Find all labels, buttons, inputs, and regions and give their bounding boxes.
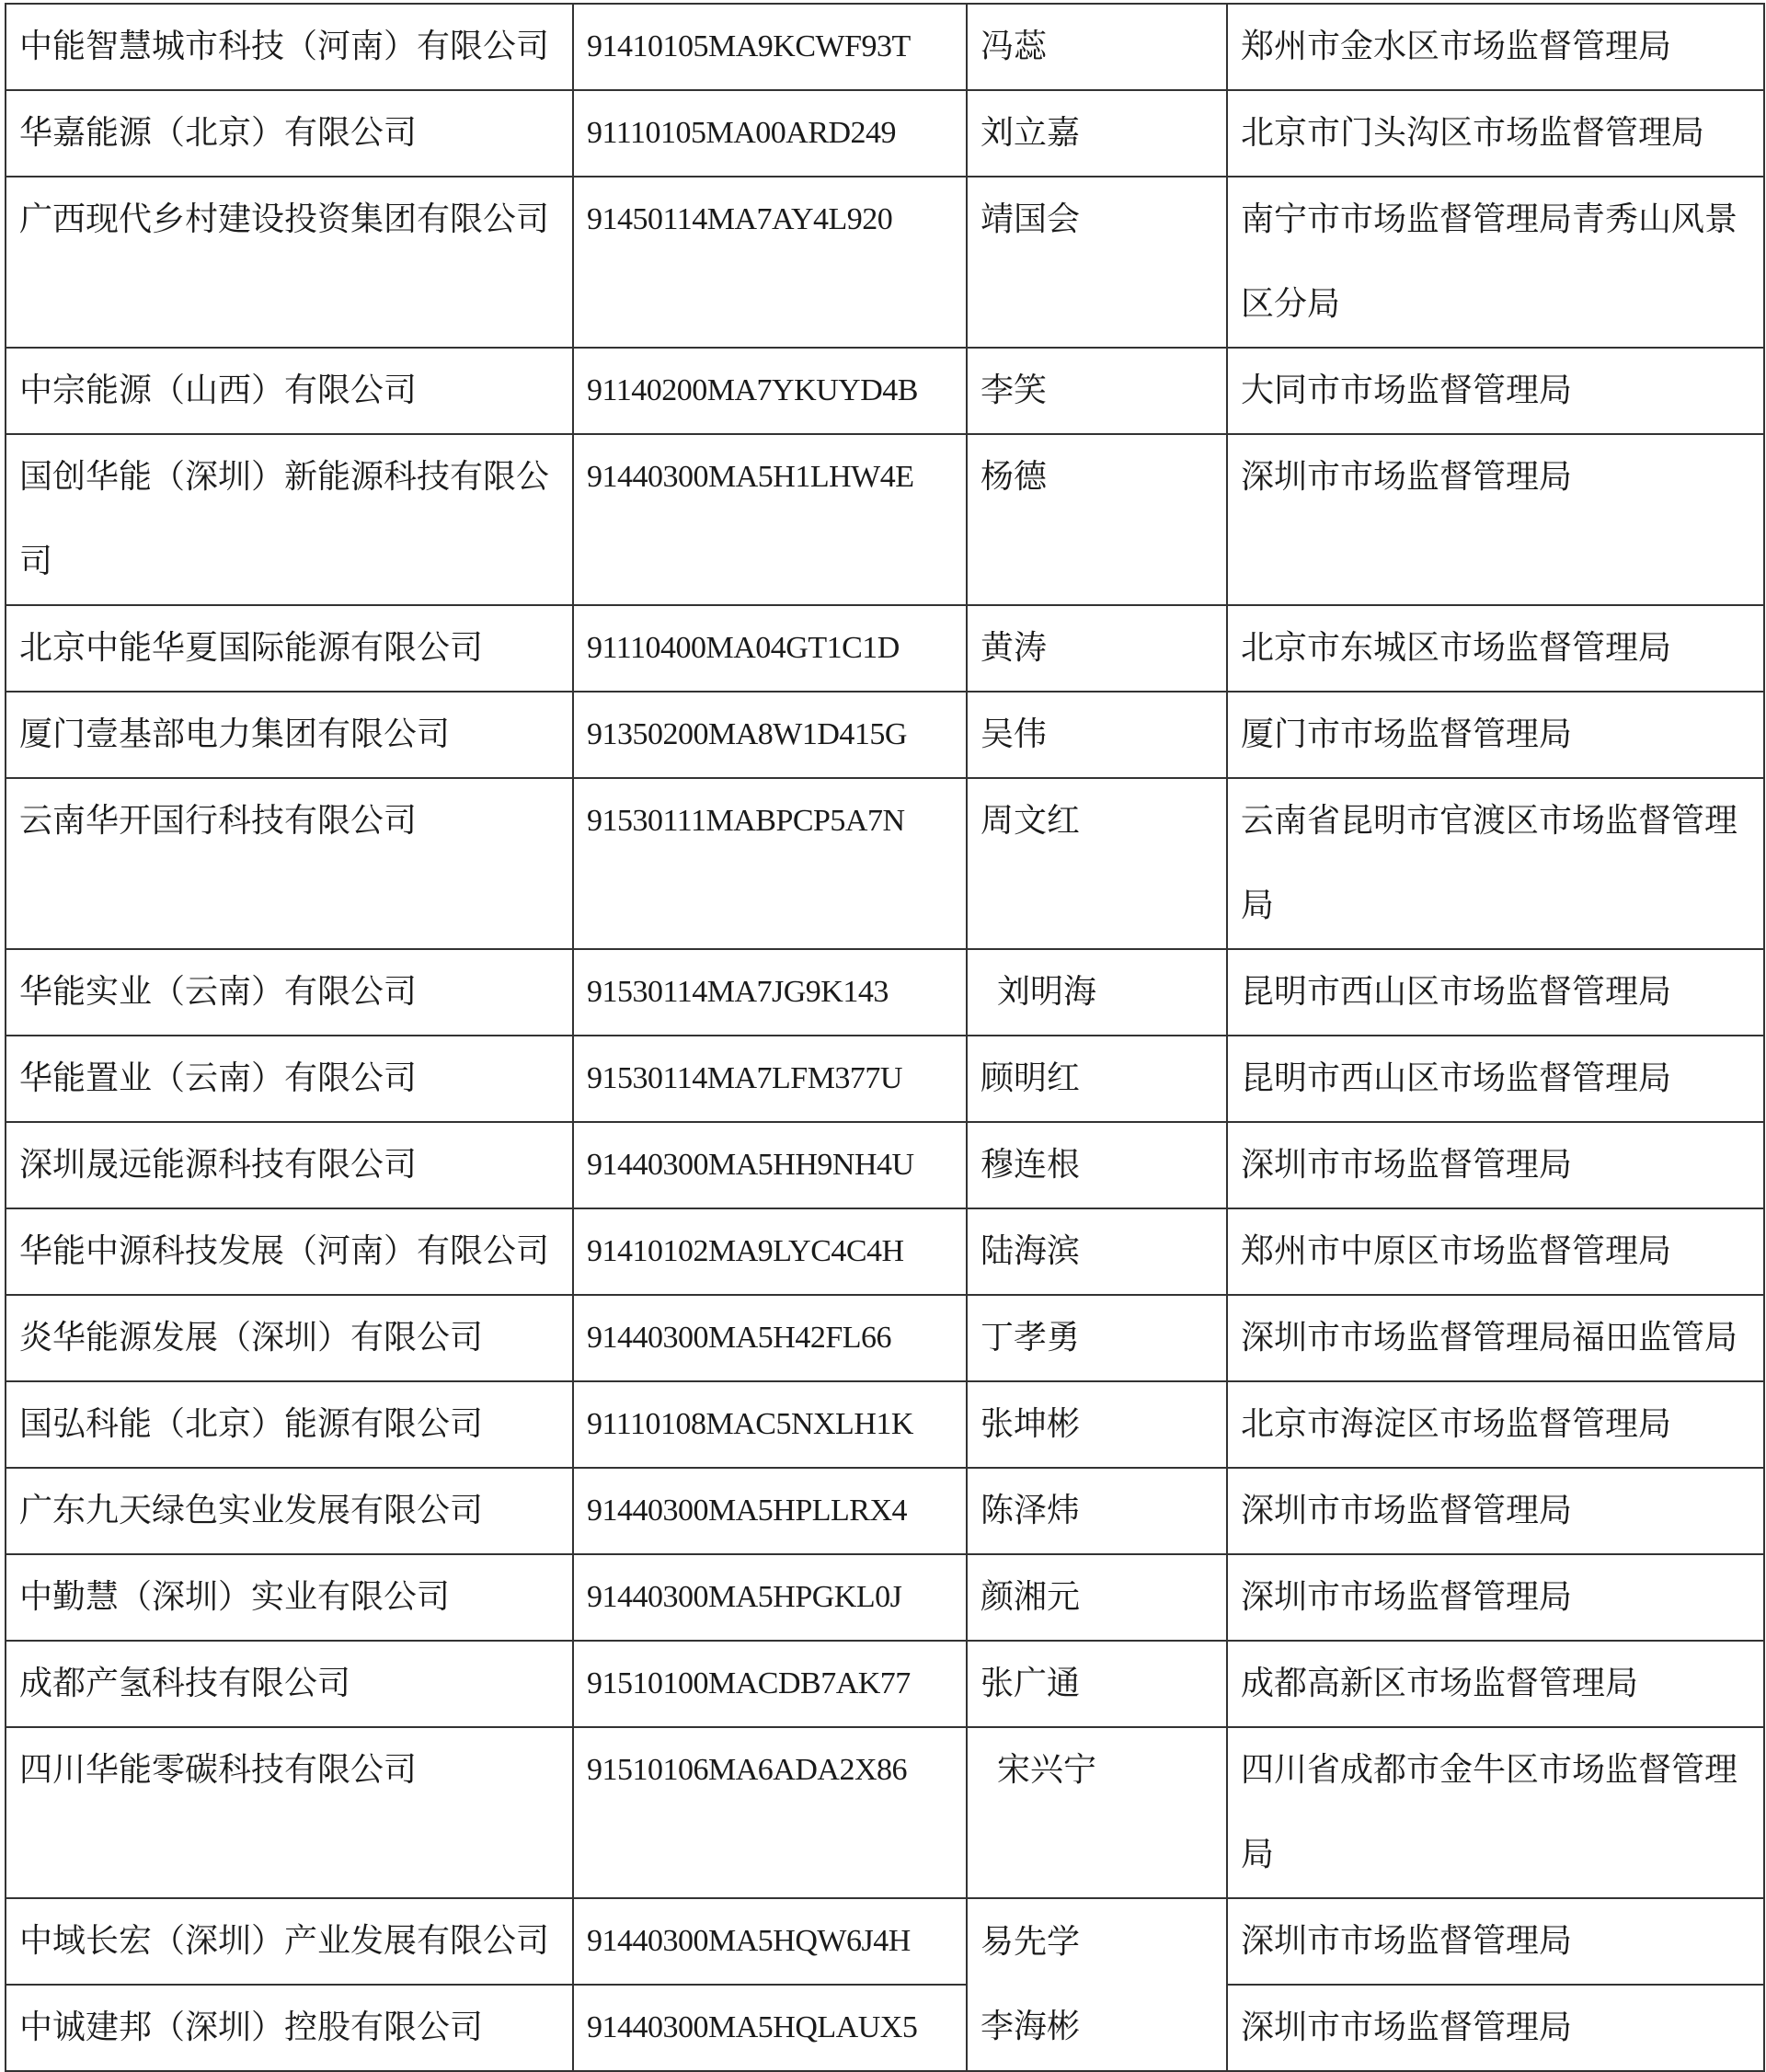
credit-code: 91110105MA00ARD249	[573, 90, 967, 177]
registration-authority: 昆明市西山区市场监督管理局	[1227, 1036, 1764, 1122]
company-name: 华能中源科技发展（河南）有限公司	[6, 1208, 573, 1295]
table-row	[6, 348, 1764, 434]
table-row	[6, 1036, 1764, 1122]
table-row	[6, 1122, 1764, 1208]
legal-representative: 冯蕊	[967, 4, 1227, 90]
company-name: 中勤慧（深圳）实业有限公司	[6, 1554, 573, 1641]
registration-authority: 四川省成都市金牛区市场监督管理局	[1227, 1727, 1764, 1898]
credit-code: 91530111MABPCP5A7N	[573, 778, 967, 949]
company-name: 华能置业（云南）有限公司	[6, 1036, 573, 1122]
credit-code: 91440300MA5HQLAUX5	[573, 1985, 967, 2071]
table-row	[6, 90, 1764, 177]
table-row	[6, 1554, 1764, 1641]
credit-code: 91450114MA7AY4L920	[573, 177, 967, 348]
registration-authority: 深圳市市场监督管理局	[1227, 1554, 1764, 1641]
table-row	[6, 1468, 1764, 1554]
legal-representative: 陆海滨	[967, 1208, 1227, 1295]
credit-code: 91410105MA9KCWF93T	[573, 4, 967, 90]
credit-code: 91440300MA5HPGKL0J	[573, 1554, 967, 1641]
credit-code: 91140200MA7YKUYD4B	[573, 348, 967, 434]
legal-representative: 吴伟	[967, 692, 1227, 778]
legal-representative: 顾明红	[967, 1036, 1227, 1122]
company-name: 四川华能零碳科技有限公司	[6, 1727, 573, 1898]
legal-representative: 刘立嘉	[967, 90, 1227, 177]
company-name: 国创华能（深圳）新能源科技有限公司	[6, 434, 573, 605]
company-name: 华嘉能源（北京）有限公司	[6, 90, 573, 177]
legal-representative-text: 宋兴宁	[997, 1751, 1097, 1789]
company-name: 中宗能源（山西）有限公司	[6, 348, 573, 434]
credit-code: 91350200MA8W1D415G	[573, 692, 967, 778]
credit-code: 91110400MA04GT1C1D	[573, 605, 967, 692]
company-name: 华能实业（云南）有限公司	[6, 949, 573, 1036]
credit-code: 91440300MA5HQW6J4H	[573, 1898, 967, 1985]
registration-authority: 成都高新区市场监督管理局	[1227, 1641, 1764, 1727]
legal-representative	[967, 1727, 1227, 1898]
company-name: 中域长宏（深圳）产业发展有限公司	[6, 1898, 573, 1985]
company-name: 云南华开国行科技有限公司	[6, 778, 573, 949]
legal-representative: 颜湘元	[967, 1554, 1227, 1641]
registration-authority: 昆明市西山区市场监督管理局	[1227, 949, 1764, 1036]
registration-authority: 北京市东城区市场监督管理局	[1227, 605, 1764, 692]
table-row	[6, 434, 1764, 605]
table-row	[6, 1727, 1764, 1898]
legal-representative-text: 刘明海	[997, 973, 1097, 1011]
company-name: 炎华能源发展（深圳）有限公司	[6, 1295, 573, 1381]
credit-code: 91440300MA5H42FL66	[573, 1295, 967, 1381]
company-name: 广西现代乡村建设投资集团有限公司	[6, 177, 573, 348]
legal-representative: 易先学	[980, 1923, 1081, 1961]
table-row	[6, 778, 1764, 949]
credit-code: 91440300MA5H1LHW4E	[573, 434, 967, 605]
table-row	[6, 1898, 1764, 1985]
table-row	[6, 1985, 1764, 2071]
company-registry-table	[5, 3, 1765, 2072]
legal-representative: 黄涛	[967, 605, 1227, 692]
credit-code: 91440300MA5HH9NH4U	[573, 1122, 967, 1208]
legal-representative: 李海彬	[980, 2008, 1081, 2045]
table-row	[6, 1208, 1764, 1295]
credit-code: 91110108MAC5NXLH1K	[573, 1381, 967, 1468]
table-row	[6, 949, 1764, 1036]
registration-authority: 郑州市中原区市场监督管理局	[1227, 1208, 1764, 1295]
legal-representative-merged	[967, 1898, 1227, 2071]
company-name: 广东九天绿色实业发展有限公司	[6, 1468, 573, 1554]
legal-representative: 李笑	[967, 348, 1227, 434]
legal-representative: 杨德	[967, 434, 1227, 605]
company-name: 中诚建邦（深圳）控股有限公司	[6, 1985, 573, 2071]
company-name: 深圳晟远能源科技有限公司	[6, 1122, 573, 1208]
registration-authority: 深圳市市场监督管理局	[1227, 1122, 1764, 1208]
legal-representative: 穆连根	[967, 1122, 1227, 1208]
registration-authority: 郑州市金水区市场监督管理局	[1227, 4, 1764, 90]
registration-authority: 云南省昆明市官渡区市场监督管理局	[1227, 778, 1764, 949]
legal-representative: 靖国会	[967, 177, 1227, 348]
company-name: 成都产氢科技有限公司	[6, 1641, 573, 1727]
company-name: 厦门壹基部电力集团有限公司	[6, 692, 573, 778]
company-name: 国弘科能（北京）能源有限公司	[6, 1381, 573, 1468]
credit-code: 91530114MA7LFM377U	[573, 1036, 967, 1122]
table-row	[6, 4, 1764, 90]
credit-code: 91530114MA7JG9K143	[573, 949, 967, 1036]
credit-code: 91440300MA5HPLLRX4	[573, 1468, 967, 1554]
legal-representative: 周文红	[967, 778, 1227, 949]
registration-authority: 北京市门头沟区市场监督管理局	[1227, 90, 1764, 177]
credit-code: 91510100MACDB7AK77	[573, 1641, 967, 1727]
table-row	[6, 1295, 1764, 1381]
table-row	[6, 1381, 1764, 1468]
credit-code: 91510106MA6ADA2X86	[573, 1727, 967, 1898]
table-row	[6, 692, 1764, 778]
registration-authority: 大同市市场监督管理局	[1227, 348, 1764, 434]
registration-authority: 深圳市市场监督管理局福田监管局	[1227, 1295, 1764, 1381]
table-row	[6, 605, 1764, 692]
legal-representative: 丁孝勇	[967, 1295, 1227, 1381]
registration-authority: 北京市海淀区市场监督管理局	[1227, 1381, 1764, 1468]
legal-representative: 陈泽炜	[967, 1468, 1227, 1554]
table-row	[6, 177, 1764, 348]
registration-authority: 深圳市市场监督管理局	[1227, 1898, 1764, 1985]
company-name: 北京中能华夏国际能源有限公司	[6, 605, 573, 692]
table-row	[6, 1641, 1764, 1727]
registration-authority: 厦门市市场监督管理局	[1227, 692, 1764, 778]
credit-code: 91410102MA9LYC4C4H	[573, 1208, 967, 1295]
legal-representative: 张坤彬	[967, 1381, 1227, 1468]
legal-representative	[967, 949, 1227, 1036]
registration-authority: 南宁市市场监督管理局青秀山风景区分局	[1227, 177, 1764, 348]
company-name: 中能智慧城市科技（河南）有限公司	[6, 4, 573, 90]
registration-authority: 深圳市市场监督管理局	[1227, 434, 1764, 605]
registration-authority: 深圳市市场监督管理局	[1227, 1985, 1764, 2071]
legal-representative: 张广通	[967, 1641, 1227, 1727]
registration-authority: 深圳市市场监督管理局	[1227, 1468, 1764, 1554]
